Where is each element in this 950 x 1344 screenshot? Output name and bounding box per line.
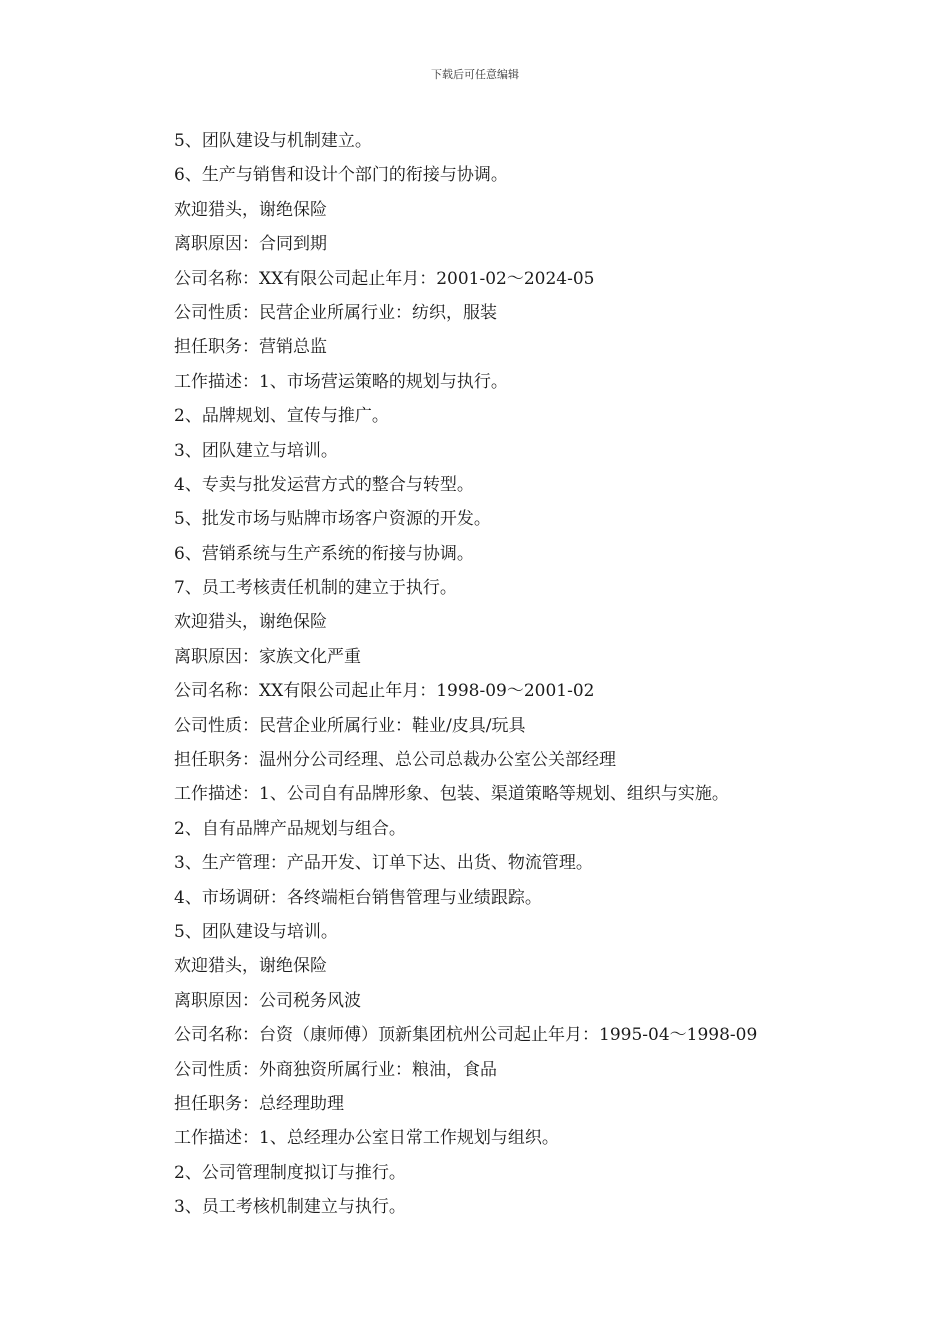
text-line: 公司名称：XX有限公司起止年月：2001-02～2024-05 [174, 268, 595, 289]
text-line: 公司性质：民营企业所属行业：鞋业/皮具/玩具 [174, 715, 526, 736]
text-line: 担任职务：总经理助理 [174, 1093, 344, 1114]
text-line: 5、团队建设与机制建立。 [174, 131, 372, 151]
text-line: 5、批发市场与贴牌市场客户资源的开发。 [174, 509, 491, 530]
text-line: 3、团队建立与培训。 [174, 440, 338, 461]
text-line: 离职原因：合同到期 [174, 234, 327, 255]
text-line: 工作描述：1、公司自有品牌形象、包装、渠道策略等规划、组织与实施。 [174, 784, 729, 805]
text-line: 公司名称：XX有限公司起止年月：1998-09～2001-02 [174, 681, 595, 702]
text-line: 担任职务：温州分公司经理、总公司总裁办公室公关部经理 [174, 750, 616, 771]
text-line: 工作描述：1、总经理办公室日常工作规划与组织。 [174, 1128, 559, 1149]
text-line: 公司名称：台资（康师傅）顶新集团杭州公司起止年月：1995-04～1998-09 [174, 1025, 758, 1046]
text-line: 2、品牌规划、宣传与推广。 [174, 406, 389, 427]
text-line: 欢迎猎头，谢绝保险 [174, 612, 327, 633]
document-body [174, 124, 874, 1225]
page-header: 下载后可任意编辑 [431, 68, 519, 81]
text-line: 5、团队建设与培训。 [174, 921, 338, 942]
text-line: 7、员工考核责任机制的建立于执行。 [174, 578, 457, 599]
text-line: 6、营销系统与生产系统的衔接与协调。 [174, 543, 474, 564]
text-line: 6、生产与销售和设计个部门的衔接与协调。 [174, 165, 508, 186]
text-line: 2、自有品牌产品规划与组合。 [174, 818, 406, 839]
text-line: 4、市场调研：各终端柜台销售管理与业绩跟踪。 [174, 887, 542, 908]
text-line: 工作描述：1、市场营运策略的规划与执行。 [174, 371, 508, 392]
text-line: 担任职务：营销总监 [174, 337, 327, 358]
text-line: 离职原因：公司税务风波 [174, 990, 361, 1011]
text-line: 欢迎猎头，谢绝保险 [174, 956, 327, 977]
text-line: 公司性质：外商独资所属行业：粮油，食品 [174, 1059, 497, 1080]
text-line: 公司性质：民营企业所属行业：纺织，服装 [174, 302, 497, 323]
text-line: 4、专卖与批发运营方式的整合与转型。 [174, 474, 474, 495]
text-line: 3、员工考核机制建立与执行。 [174, 1197, 406, 1218]
text-line: 欢迎猎头，谢绝保险 [174, 199, 327, 220]
text-line: 2、公司管理制度拟订与推行。 [174, 1162, 406, 1183]
text-line: 3、生产管理：产品开发、订单下达、出货、物流管理。 [174, 853, 593, 874]
text-line: 离职原因：家族文化严重 [174, 646, 361, 667]
